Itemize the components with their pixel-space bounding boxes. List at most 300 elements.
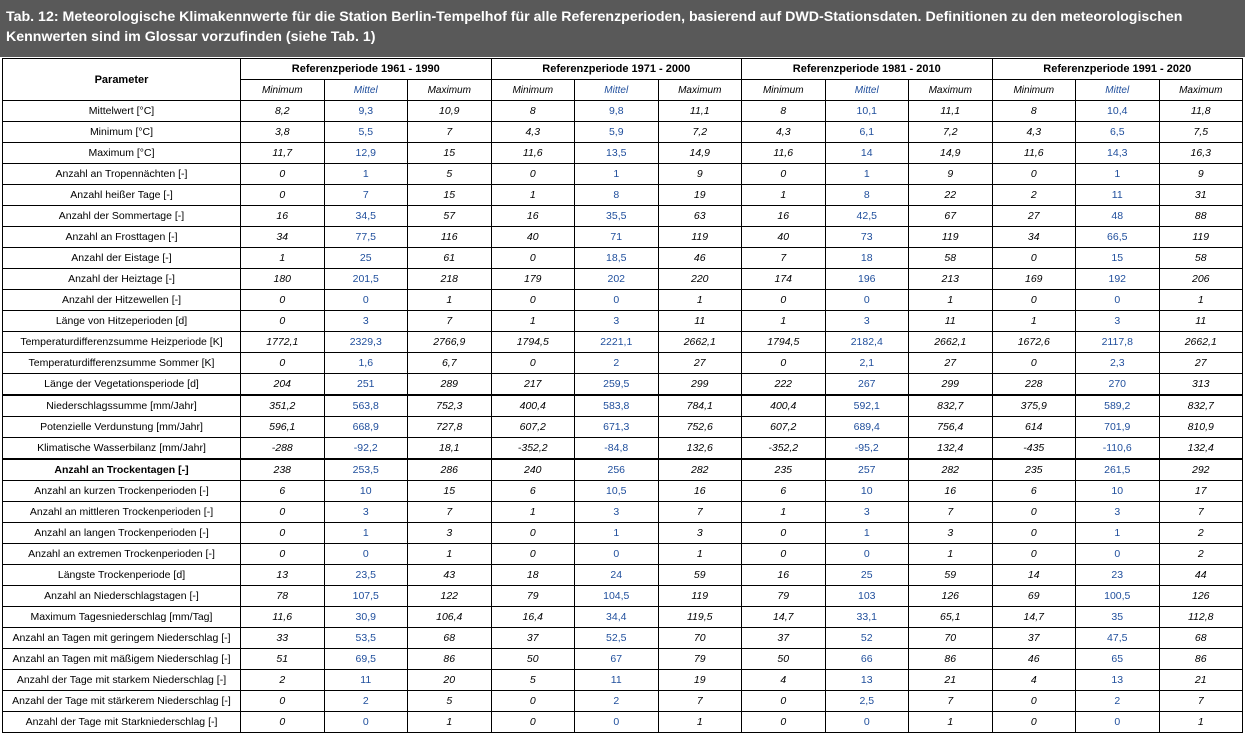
value-cell: 8 <box>491 101 575 122</box>
table-row <box>3 143 1243 164</box>
value-cell: 112,8 <box>1159 607 1243 628</box>
value-cell: 0 <box>575 544 659 565</box>
value-cell: 50 <box>491 649 575 670</box>
value-cell: 253,5 <box>324 459 408 481</box>
row-label: Anzahl an Tropennächten [-] <box>3 164 241 185</box>
value-cell: 27 <box>1159 353 1243 374</box>
value-cell: 2182,4 <box>825 332 909 353</box>
value-cell: -110,6 <box>1076 438 1160 460</box>
value-cell: 71 <box>575 227 659 248</box>
value-cell: 4 <box>742 670 826 691</box>
value-cell: 2221,1 <box>575 332 659 353</box>
value-cell: 6,5 <box>1076 122 1160 143</box>
value-cell: 0 <box>241 185 325 206</box>
value-cell: 132,6 <box>658 438 742 460</box>
value-cell: 59 <box>909 565 993 586</box>
subheader-minimum: Minimum <box>491 80 575 101</box>
value-cell: 2117,8 <box>1076 332 1160 353</box>
value-cell: 24 <box>575 565 659 586</box>
value-cell: 11,6 <box>241 607 325 628</box>
row-label: Temperaturdifferenzsumme Heizperiode [K] <box>3 332 241 353</box>
value-cell: 6 <box>491 481 575 502</box>
value-cell: 119 <box>1159 227 1243 248</box>
value-cell: 119 <box>658 227 742 248</box>
value-cell: 1 <box>575 523 659 544</box>
value-cell: 0 <box>491 290 575 311</box>
value-cell: 0 <box>742 691 826 712</box>
value-cell: 0 <box>992 290 1076 311</box>
value-cell: 1 <box>825 164 909 185</box>
value-cell: 67 <box>575 649 659 670</box>
value-cell: 100,5 <box>1076 586 1160 607</box>
value-cell: 19 <box>658 670 742 691</box>
value-cell: 63 <box>658 206 742 227</box>
row-label: Längste Trockenperiode [d] <box>3 565 241 586</box>
value-cell: 752,6 <box>658 417 742 438</box>
value-cell: 583,8 <box>575 395 659 417</box>
value-cell: 132,4 <box>1159 438 1243 460</box>
value-cell: 0 <box>742 523 826 544</box>
value-cell: 16 <box>241 206 325 227</box>
value-cell: 14,9 <box>909 143 993 164</box>
value-cell: 9 <box>658 164 742 185</box>
value-cell: 0 <box>241 712 325 733</box>
value-cell: 13 <box>1076 670 1160 691</box>
value-cell: 46 <box>658 248 742 269</box>
value-cell: 2 <box>1159 523 1243 544</box>
value-cell: 34 <box>992 227 1076 248</box>
value-cell: 0 <box>742 544 826 565</box>
value-cell: 3 <box>825 502 909 523</box>
period-header: Referenzperiode 1971 - 2000 <box>491 59 742 80</box>
table-row <box>3 185 1243 206</box>
value-cell: 235 <box>742 459 826 481</box>
value-cell: 784,1 <box>658 395 742 417</box>
value-cell: 261,5 <box>1076 459 1160 481</box>
value-cell: 0 <box>742 290 826 311</box>
value-cell: 1 <box>992 311 1076 332</box>
value-cell: 313 <box>1159 374 1243 396</box>
value-cell: 1 <box>241 248 325 269</box>
table-row <box>3 101 1243 122</box>
value-cell: 1 <box>658 290 742 311</box>
subheader-minimum: Minimum <box>992 80 1076 101</box>
value-cell: 14 <box>825 143 909 164</box>
value-cell: 4,3 <box>992 122 1076 143</box>
row-label: Minimum [°C] <box>3 122 241 143</box>
value-cell: 5 <box>491 670 575 691</box>
value-cell: -352,2 <box>491 438 575 460</box>
value-cell: 213 <box>909 269 993 290</box>
value-cell: 53,5 <box>324 628 408 649</box>
value-cell: 11,1 <box>909 101 993 122</box>
value-cell: 50 <box>742 649 826 670</box>
value-cell: -288 <box>241 438 325 460</box>
value-cell: 2,3 <box>1076 353 1160 374</box>
value-cell: 2766,9 <box>408 332 492 353</box>
value-cell: 6 <box>742 481 826 502</box>
value-cell: 180 <box>241 269 325 290</box>
value-cell: 1 <box>575 164 659 185</box>
value-cell: 0 <box>1076 290 1160 311</box>
value-cell: 0 <box>491 164 575 185</box>
value-cell: 7 <box>1159 691 1243 712</box>
value-cell: 1 <box>408 290 492 311</box>
value-cell: 701,9 <box>1076 417 1160 438</box>
value-cell: 0 <box>992 164 1076 185</box>
row-label: Anzahl an Frosttagen [-] <box>3 227 241 248</box>
value-cell: 86 <box>1159 649 1243 670</box>
value-cell: 7 <box>408 502 492 523</box>
period-header: Referenzperiode 1961 - 1990 <box>241 59 492 80</box>
value-cell: 289 <box>408 374 492 396</box>
value-cell: 169 <box>992 269 1076 290</box>
value-cell: 0 <box>324 290 408 311</box>
value-cell: 7 <box>1159 502 1243 523</box>
value-cell: 13 <box>825 670 909 691</box>
value-cell: 13,5 <box>575 143 659 164</box>
value-cell: 7 <box>324 185 408 206</box>
value-cell: 2 <box>992 185 1076 206</box>
value-cell: 104,5 <box>575 586 659 607</box>
value-cell: 65 <box>1076 649 1160 670</box>
value-cell: -95,2 <box>825 438 909 460</box>
value-cell: 7,2 <box>658 122 742 143</box>
value-cell: 1 <box>658 544 742 565</box>
value-cell: 35 <box>1076 607 1160 628</box>
value-cell: 37 <box>491 628 575 649</box>
value-cell: 257 <box>825 459 909 481</box>
value-cell: 5,5 <box>324 122 408 143</box>
value-cell: 25 <box>324 248 408 269</box>
value-cell: 11,6 <box>992 143 1076 164</box>
table-row <box>3 395 1243 417</box>
value-cell: 299 <box>658 374 742 396</box>
value-cell: 220 <box>658 269 742 290</box>
value-cell: 7 <box>658 691 742 712</box>
value-cell: 1 <box>491 311 575 332</box>
row-label: Anzahl an Tagen mit mäßigem Niederschlag [-] <box>3 649 241 670</box>
value-cell: 68 <box>408 628 492 649</box>
value-cell: 3 <box>909 523 993 544</box>
value-cell: -352,2 <box>742 438 826 460</box>
value-cell: 67 <box>909 206 993 227</box>
value-cell: -435 <box>992 438 1076 460</box>
value-cell: 6 <box>992 481 1076 502</box>
value-cell: 282 <box>658 459 742 481</box>
value-cell: 69,5 <box>324 649 408 670</box>
value-cell: 18 <box>491 565 575 586</box>
value-cell: 1772,1 <box>241 332 325 353</box>
subheader-maximum: Maximum <box>1159 80 1243 101</box>
value-cell: 37 <box>992 628 1076 649</box>
value-cell: 11,8 <box>1159 101 1243 122</box>
value-cell: 217 <box>491 374 575 396</box>
value-cell: 832,7 <box>1159 395 1243 417</box>
value-cell: 1 <box>909 290 993 311</box>
subheader-mittel: Mittel <box>825 80 909 101</box>
value-cell: 119 <box>658 586 742 607</box>
value-cell: 267 <box>825 374 909 396</box>
value-cell: 0 <box>241 502 325 523</box>
value-cell: 240 <box>491 459 575 481</box>
table-row <box>3 227 1243 248</box>
table-row <box>3 565 1243 586</box>
value-cell: 5 <box>408 691 492 712</box>
value-cell: -92,2 <box>324 438 408 460</box>
value-cell: 14,9 <box>658 143 742 164</box>
value-cell: 1 <box>909 712 993 733</box>
subheader-maximum: Maximum <box>909 80 993 101</box>
value-cell: 0 <box>491 353 575 374</box>
value-cell: 43 <box>408 565 492 586</box>
value-cell: 0 <box>241 523 325 544</box>
row-label: Anzahl an extremen Trockenperioden [-] <box>3 544 241 565</box>
value-cell: 86 <box>408 649 492 670</box>
value-cell: 68 <box>1159 628 1243 649</box>
value-cell: 40 <box>491 227 575 248</box>
table-row <box>3 374 1243 396</box>
value-cell: 34,4 <box>575 607 659 628</box>
value-cell: 48 <box>1076 206 1160 227</box>
value-cell: 596,1 <box>241 417 325 438</box>
value-cell: 3 <box>408 523 492 544</box>
value-cell: 2 <box>1159 544 1243 565</box>
row-label: Anzahl der Tage mit starkem Niederschlag [-] <box>3 670 241 691</box>
value-cell: 16 <box>909 481 993 502</box>
table-row <box>3 122 1243 143</box>
value-cell: 27 <box>992 206 1076 227</box>
value-cell: 9 <box>1159 164 1243 185</box>
value-cell: 2329,3 <box>324 332 408 353</box>
table-row <box>3 332 1243 353</box>
value-cell: 4,3 <box>742 122 826 143</box>
value-cell: 7 <box>658 502 742 523</box>
value-cell: 0 <box>992 544 1076 565</box>
table-row <box>3 649 1243 670</box>
table-row <box>3 502 1243 523</box>
value-cell: 122 <box>408 586 492 607</box>
value-cell: 8 <box>992 101 1076 122</box>
value-cell: 16 <box>742 565 826 586</box>
value-cell: 132,4 <box>909 438 993 460</box>
value-cell: 1 <box>1159 290 1243 311</box>
row-label: Anzahl an Niederschlagstagen [-] <box>3 586 241 607</box>
value-cell: 282 <box>909 459 993 481</box>
value-cell: 1 <box>1159 712 1243 733</box>
row-label: Anzahl an Trockentagen [-] <box>3 459 241 481</box>
value-cell: 1 <box>825 523 909 544</box>
row-label: Temperaturdifferenzsumme Sommer [K] <box>3 353 241 374</box>
value-cell: 66,5 <box>1076 227 1160 248</box>
value-cell: 2 <box>324 691 408 712</box>
value-cell: 292 <box>1159 459 1243 481</box>
table-row <box>3 586 1243 607</box>
value-cell: 286 <box>408 459 492 481</box>
value-cell: 103 <box>825 586 909 607</box>
value-cell: 8 <box>575 185 659 206</box>
value-cell: 5,9 <box>575 122 659 143</box>
value-cell: 727,8 <box>408 417 492 438</box>
table-row <box>3 607 1243 628</box>
table-row <box>3 353 1243 374</box>
value-cell: 3 <box>324 502 408 523</box>
value-cell: 61 <box>408 248 492 269</box>
value-cell: 58 <box>909 248 993 269</box>
climate-table-container <box>2 58 1242 733</box>
value-cell: 17 <box>1159 481 1243 502</box>
value-cell: 73 <box>825 227 909 248</box>
subheader-maximum: Maximum <box>408 80 492 101</box>
value-cell: 174 <box>742 269 826 290</box>
value-cell: 351,2 <box>241 395 325 417</box>
table-row <box>3 438 1243 460</box>
value-cell: 16 <box>658 481 742 502</box>
value-cell: 42,5 <box>825 206 909 227</box>
value-cell: 33,1 <box>825 607 909 628</box>
value-cell: 0 <box>825 290 909 311</box>
value-cell: 299 <box>909 374 993 396</box>
value-cell: 2,5 <box>825 691 909 712</box>
value-cell: 16 <box>742 206 826 227</box>
value-cell: 0 <box>241 290 325 311</box>
value-cell: 0 <box>742 353 826 374</box>
value-cell: 259,5 <box>575 374 659 396</box>
value-cell: 3 <box>1076 311 1160 332</box>
value-cell: 7 <box>408 122 492 143</box>
value-cell: 810,9 <box>1159 417 1243 438</box>
value-cell: 196 <box>825 269 909 290</box>
table-row <box>3 417 1243 438</box>
value-cell: 1 <box>1076 164 1160 185</box>
value-cell: 19 <box>658 185 742 206</box>
value-cell: 7,2 <box>909 122 993 143</box>
value-cell: 106,4 <box>408 607 492 628</box>
value-cell: 179 <box>491 269 575 290</box>
value-cell: 69 <box>992 586 1076 607</box>
value-cell: 7 <box>909 502 993 523</box>
value-cell: 14,7 <box>992 607 1076 628</box>
value-cell: 563,8 <box>324 395 408 417</box>
row-label: Maximum Tagesniederschlag [mm/Tag] <box>3 607 241 628</box>
subheader-minimum: Minimum <box>241 80 325 101</box>
value-cell: 0 <box>491 248 575 269</box>
value-cell: 0 <box>241 311 325 332</box>
value-cell: 11 <box>1159 311 1243 332</box>
value-cell: 9 <box>909 164 993 185</box>
value-cell: 0 <box>742 712 826 733</box>
value-cell: 35,5 <box>575 206 659 227</box>
value-cell: 201,5 <box>324 269 408 290</box>
value-cell: 1 <box>909 544 993 565</box>
period-header: Referenzperiode 1981 - 2010 <box>742 59 993 80</box>
value-cell: 88 <box>1159 206 1243 227</box>
value-cell: 3 <box>575 311 659 332</box>
value-cell: 0 <box>992 248 1076 269</box>
row-label: Länge von Hitzeperioden [d] <box>3 311 241 332</box>
subheader-mittel: Mittel <box>324 80 408 101</box>
value-cell: 0 <box>992 502 1076 523</box>
value-cell: 0 <box>241 544 325 565</box>
value-cell: 78 <box>241 586 325 607</box>
value-cell: 23,5 <box>324 565 408 586</box>
value-cell: 52 <box>825 628 909 649</box>
value-cell: 20 <box>408 670 492 691</box>
row-label: Klimatische Wasserbilanz [mm/Jahr] <box>3 438 241 460</box>
value-cell: 44 <box>1159 565 1243 586</box>
value-cell: 14,3 <box>1076 143 1160 164</box>
value-cell: 0 <box>992 523 1076 544</box>
value-cell: 10,9 <box>408 101 492 122</box>
value-cell: 11,7 <box>241 143 325 164</box>
value-cell: 218 <box>408 269 492 290</box>
value-cell: 1 <box>324 164 408 185</box>
value-cell: 15 <box>1076 248 1160 269</box>
table-row <box>3 269 1243 290</box>
value-cell: 1672,6 <box>992 332 1076 353</box>
value-cell: 400,4 <box>491 395 575 417</box>
value-cell: 70 <box>658 628 742 649</box>
value-cell: 2662,1 <box>658 332 742 353</box>
value-cell: 1 <box>1076 523 1160 544</box>
table-row <box>3 523 1243 544</box>
row-label: Anzahl an Tagen mit geringem Niederschlag [-] <box>3 628 241 649</box>
value-cell: 70 <box>909 628 993 649</box>
value-cell: 204 <box>241 374 325 396</box>
value-cell: 0 <box>1076 712 1160 733</box>
value-cell: 65,1 <box>909 607 993 628</box>
value-cell: 0 <box>241 353 325 374</box>
value-cell: 3 <box>324 311 408 332</box>
table-row <box>3 628 1243 649</box>
row-label: Anzahl heißer Tage [-] <box>3 185 241 206</box>
row-label: Mittelwert [°C] <box>3 101 241 122</box>
table-row <box>3 712 1243 733</box>
table-row <box>3 691 1243 712</box>
value-cell: 2662,1 <box>909 332 993 353</box>
value-cell: 256 <box>575 459 659 481</box>
row-label: Länge der Vegetationsperiode [d] <box>3 374 241 396</box>
value-cell: 5 <box>408 164 492 185</box>
value-cell: 11 <box>658 311 742 332</box>
value-cell: 13 <box>241 565 325 586</box>
value-cell: 14,7 <box>742 607 826 628</box>
value-cell: 30,9 <box>324 607 408 628</box>
value-cell: 251 <box>324 374 408 396</box>
value-cell: 2 <box>575 691 659 712</box>
value-cell: 752,3 <box>408 395 492 417</box>
value-cell: 3 <box>575 502 659 523</box>
row-label: Anzahl an langen Trockenperioden [-] <box>3 523 241 544</box>
parameter-header: Parameter <box>3 59 241 101</box>
value-cell: 57 <box>408 206 492 227</box>
table-row <box>3 164 1243 185</box>
value-cell: 0 <box>491 691 575 712</box>
value-cell: 2 <box>1076 691 1160 712</box>
value-cell: 18,5 <box>575 248 659 269</box>
value-cell: 0 <box>742 164 826 185</box>
value-cell: 6,7 <box>408 353 492 374</box>
value-cell: 15 <box>408 143 492 164</box>
value-cell: 206 <box>1159 269 1243 290</box>
value-cell: 756,4 <box>909 417 993 438</box>
value-cell: 4 <box>992 670 1076 691</box>
value-cell: 0 <box>1076 544 1160 565</box>
value-cell: 15 <box>408 481 492 502</box>
value-cell: 15 <box>408 185 492 206</box>
row-label: Anzahl an mittleren Trockenperioden [-] <box>3 502 241 523</box>
table-row <box>3 544 1243 565</box>
